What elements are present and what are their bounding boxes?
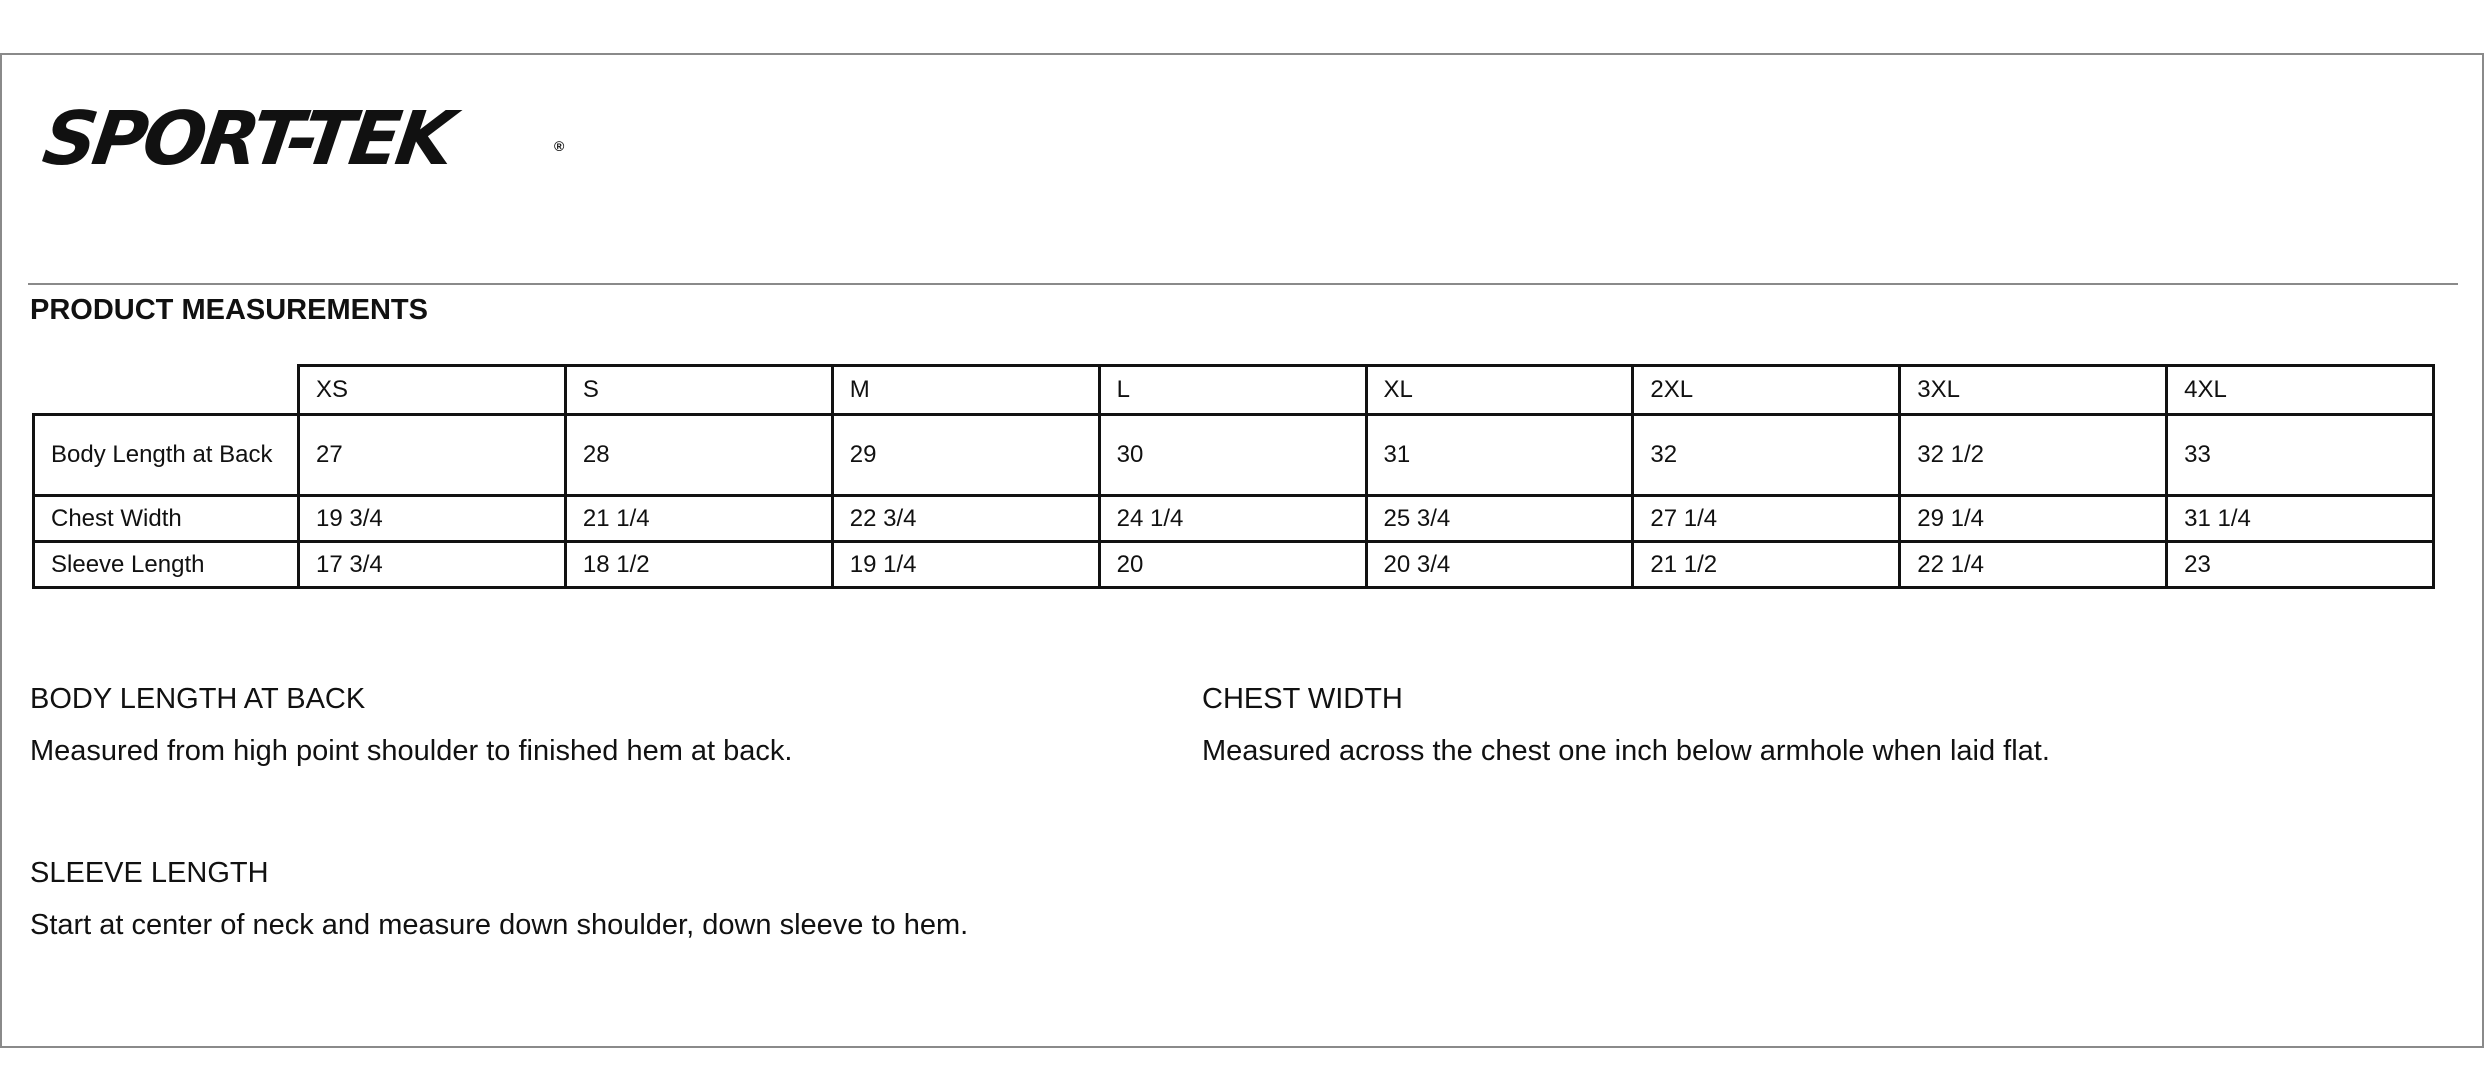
header-divider: [28, 283, 2458, 285]
table-cell: 27 1/4: [1633, 496, 1900, 542]
table-cell: 29: [832, 415, 1099, 496]
size-header-m: M: [832, 366, 1099, 415]
sleeve-length-title: SLEEVE LENGTH: [30, 857, 269, 889]
table-row-sleeve-length: [34, 542, 2434, 588]
row-label: Body Length at Back: [34, 415, 299, 496]
section-title: PRODUCT MEASUREMENTS: [30, 294, 428, 326]
table-cell: 22 1/4: [1900, 542, 2167, 588]
table-corner: [34, 366, 299, 415]
body-length-title: BODY LENGTH AT BACK: [30, 683, 366, 715]
body-length-description: [30, 682, 1130, 768]
sport-tek-logo: [37, 94, 574, 184]
registered-mark: ®: [554, 138, 565, 154]
table-cell: 21 1/2: [1633, 542, 1900, 588]
table-cell: 18 1/2: [565, 542, 832, 588]
table-cell: 19 1/4: [832, 542, 1099, 588]
table-cell: 17 3/4: [299, 542, 566, 588]
table-cell: 22 3/4: [832, 496, 1099, 542]
measurements-table: [32, 364, 2435, 589]
row-label: Sleeve Length: [34, 542, 299, 588]
table-cell: 23: [2167, 542, 2434, 588]
table-row-chest-width: [34, 496, 2434, 542]
table-cell: 33: [2167, 415, 2434, 496]
table-cell: 32 1/2: [1900, 415, 2167, 496]
table-cell: 31: [1366, 415, 1633, 496]
size-header-l: L: [1099, 366, 1366, 415]
table-row-body-length: [34, 415, 2434, 496]
logo-wordmark: SPORT-TEK: [37, 96, 456, 182]
table-cell: 20: [1099, 542, 1366, 588]
table-cell: 27: [299, 415, 566, 496]
size-header-4xl: 4XL: [2167, 366, 2434, 415]
table-cell: 19 3/4: [299, 496, 566, 542]
chest-width-text: Measured across the chest one inch below armhole when laid flat.: [1202, 735, 2050, 767]
sleeve-length-text: Start at center of neck and measure down shoulder, down sleeve to hem.: [30, 909, 969, 941]
table-cell: 30: [1099, 415, 1366, 496]
table-cell: 25 3/4: [1366, 496, 1633, 542]
table-cell: 29 1/4: [1900, 496, 2167, 542]
size-header-s: S: [565, 366, 832, 415]
chest-width-title: CHEST WIDTH: [1202, 683, 1403, 715]
row-label: Chest Width: [34, 496, 299, 542]
table-cell: 32: [1633, 415, 1900, 496]
size-header-3xl: 3XL: [1900, 366, 2167, 415]
table-cell: 28: [565, 415, 832, 496]
size-header-row: [34, 366, 2434, 415]
chest-width-description: [1202, 682, 2302, 768]
size-header-2xl: 2XL: [1633, 366, 1900, 415]
size-header-xl: XL: [1366, 366, 1633, 415]
table-cell: 31 1/4: [2167, 496, 2434, 542]
table-cell: 21 1/4: [565, 496, 832, 542]
table-cell: 24 1/4: [1099, 496, 1366, 542]
sleeve-length-description: [30, 856, 1130, 942]
size-header-xs: XS: [299, 366, 566, 415]
body-length-text: Measured from high point shoulder to finished hem at back.: [30, 735, 793, 767]
table-cell: 20 3/4: [1366, 542, 1633, 588]
